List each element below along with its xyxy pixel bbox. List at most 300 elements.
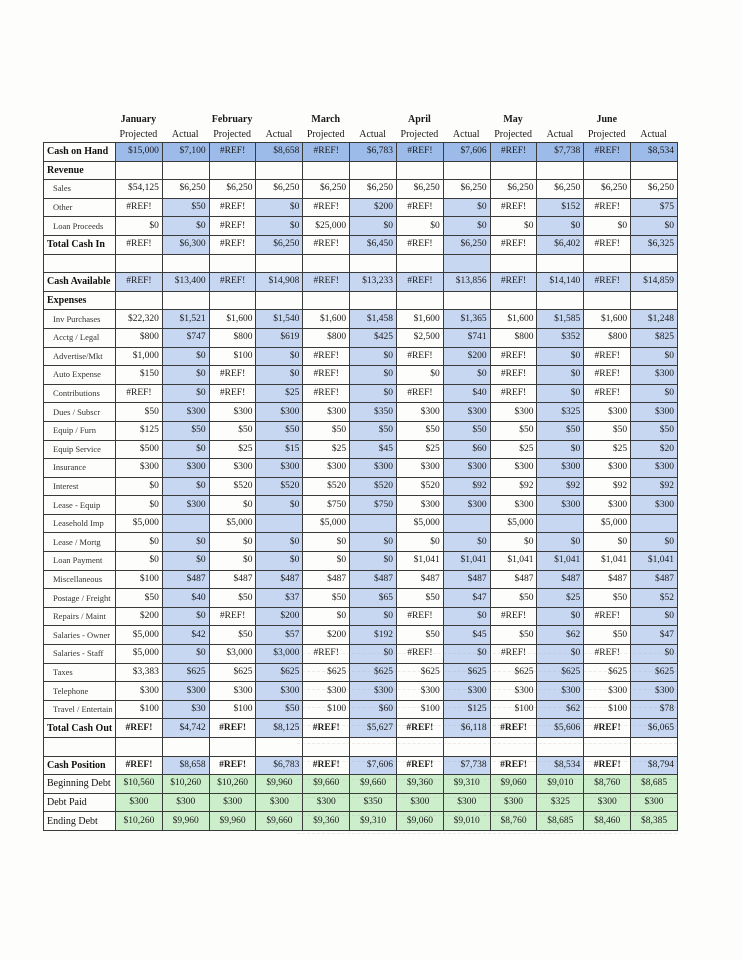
- projected-cell: $300: [490, 403, 537, 422]
- projected-cell: $50: [116, 589, 163, 608]
- projected-cell: [116, 161, 163, 180]
- actual-cell: $625: [350, 663, 397, 682]
- actual-cell: $0: [256, 347, 303, 366]
- actual-cell: $60: [443, 440, 490, 459]
- table-row: [44, 384, 678, 403]
- actual-cell: $0: [256, 217, 303, 236]
- projected-cell: $8,760: [584, 775, 631, 794]
- projected-cell: $0: [396, 366, 443, 385]
- actual-cell: $6,402: [537, 235, 584, 254]
- row-label: Ending Debt: [44, 812, 116, 831]
- actual-cell: $20: [631, 440, 678, 459]
- actual-cell: $62: [537, 626, 584, 645]
- projected-cell: $0: [490, 533, 537, 552]
- actual-cell: [631, 254, 678, 273]
- actual-cell: [350, 161, 397, 180]
- actual-cell: $1,041: [631, 552, 678, 571]
- projected-cell: $100: [396, 700, 443, 719]
- actual-cell: $625: [631, 663, 678, 682]
- projected-header: Projected: [306, 129, 345, 140]
- actual-cell: $0: [350, 533, 397, 552]
- projected-cell: #REF!: [584, 384, 631, 403]
- actual-cell: $0: [350, 347, 397, 366]
- projected-cell: #REF!: [584, 235, 631, 254]
- projected-cell: #REF!: [490, 645, 537, 664]
- projected-cell: $5,000: [303, 514, 350, 533]
- actual-cell: $300: [631, 459, 678, 478]
- actual-cell: $0: [256, 366, 303, 385]
- projected-cell: $50: [584, 589, 631, 608]
- actual-cell: $62: [537, 700, 584, 719]
- projected-cell: $300: [396, 459, 443, 478]
- table-row: [44, 310, 678, 329]
- actual-cell: $0: [162, 384, 209, 403]
- actual-cell: $45: [350, 440, 397, 459]
- actual-cell: $6,250: [631, 180, 678, 199]
- projected-cell: $300: [303, 403, 350, 422]
- projected-cell: #REF!: [116, 719, 163, 738]
- actual-cell: [256, 161, 303, 180]
- projected-cell: #REF!: [396, 198, 443, 217]
- projected-cell: $6,250: [490, 180, 537, 199]
- actual-cell: $57: [256, 626, 303, 645]
- projected-cell: #REF!: [584, 719, 631, 738]
- actual-cell: $0: [537, 384, 584, 403]
- ghost-line: [297, 816, 677, 834]
- projected-cell: $50: [490, 589, 537, 608]
- actual-cell: $0: [162, 217, 209, 236]
- projected-cell: #REF!: [209, 756, 256, 775]
- projected-cell: #REF!: [116, 273, 163, 292]
- projected-cell: [490, 254, 537, 273]
- projected-cell: [396, 291, 443, 310]
- projected-cell: [209, 291, 256, 310]
- ghost-line: [297, 780, 677, 798]
- actual-cell: [443, 254, 490, 273]
- actual-cell: $300: [537, 682, 584, 701]
- month-header: April: [408, 114, 431, 125]
- actual-cell: $200: [350, 198, 397, 217]
- row-label: Repairs / Maint: [44, 607, 116, 626]
- row-label: [44, 254, 116, 273]
- row-label: Equip Service: [44, 440, 116, 459]
- actual-cell: $0: [162, 366, 209, 385]
- projected-cell: [490, 291, 537, 310]
- projected-cell: [116, 254, 163, 273]
- ghost-line: [297, 636, 677, 654]
- actual-cell: $300: [162, 496, 209, 515]
- actual-cell: [537, 291, 584, 310]
- projected-cell: #REF!: [303, 198, 350, 217]
- projected-cell: $3,000: [209, 645, 256, 664]
- actual-cell: $300: [350, 459, 397, 478]
- projected-cell: [303, 254, 350, 273]
- projected-cell: #REF!: [209, 366, 256, 385]
- projected-cell: #REF!: [396, 607, 443, 626]
- projected-cell: $50: [396, 589, 443, 608]
- actual-cell: $7,100: [162, 143, 209, 162]
- actual-header: Actual: [265, 129, 293, 140]
- projected-cell: [490, 161, 537, 180]
- actual-cell: $25: [537, 589, 584, 608]
- table-row: [44, 273, 678, 292]
- row-label: Dues / Subscr: [44, 403, 116, 422]
- projected-cell: [209, 254, 256, 273]
- actual-cell: $0: [443, 645, 490, 664]
- projected-cell: $487: [396, 570, 443, 589]
- projected-cell: #REF!: [209, 217, 256, 236]
- row-label: Miscellaneous: [44, 570, 116, 589]
- table-row: [44, 570, 678, 589]
- actual-cell: $14,908: [256, 273, 303, 292]
- projected-cell: $300: [209, 682, 256, 701]
- actual-header: Actual: [452, 129, 480, 140]
- actual-cell: $192: [350, 626, 397, 645]
- actual-cell: $0: [443, 607, 490, 626]
- projected-cell: $1,600: [209, 310, 256, 329]
- actual-cell: $50: [537, 421, 584, 440]
- ghost-line: [297, 708, 677, 726]
- projected-cell: $520: [396, 477, 443, 496]
- actual-cell: $0: [256, 552, 303, 571]
- actual-cell: $0: [256, 496, 303, 515]
- actual-cell: $8,385: [631, 812, 678, 831]
- projected-cell: $500: [116, 440, 163, 459]
- actual-cell: $750: [350, 496, 397, 515]
- actual-cell: $9,310: [443, 775, 490, 794]
- actual-cell: $0: [350, 366, 397, 385]
- projected-cell: $487: [303, 570, 350, 589]
- projected-cell: $6,250: [584, 180, 631, 199]
- month-header: February: [211, 114, 253, 125]
- projected-cell: #REF!: [303, 645, 350, 664]
- projected-cell: #REF!: [490, 719, 537, 738]
- actual-cell: $0: [537, 533, 584, 552]
- projected-cell: $0: [116, 477, 163, 496]
- projected-cell: $625: [303, 663, 350, 682]
- projected-cell: #REF!: [303, 235, 350, 254]
- actual-cell: $300: [631, 496, 678, 515]
- row-label: Loan Payment: [44, 552, 116, 571]
- actual-cell: $5,627: [350, 719, 397, 738]
- actual-cell: $300: [256, 682, 303, 701]
- projected-cell: $10,260: [116, 812, 163, 831]
- actual-cell: $0: [162, 440, 209, 459]
- projected-cell: $300: [209, 793, 256, 812]
- projected-cell: #REF!: [116, 235, 163, 254]
- projected-cell: [396, 254, 443, 273]
- actual-cell: $0: [350, 552, 397, 571]
- projected-cell: $5,000: [116, 645, 163, 664]
- actual-cell: $0: [162, 347, 209, 366]
- projected-cell: $520: [303, 477, 350, 496]
- projected-cell: [209, 738, 256, 757]
- actual-cell: $300: [631, 403, 678, 422]
- actual-cell: [256, 514, 303, 533]
- actual-cell: $52: [631, 589, 678, 608]
- projected-cell: [116, 738, 163, 757]
- projected-cell: $300: [116, 682, 163, 701]
- projected-cell: [584, 161, 631, 180]
- actual-cell: $8,685: [537, 812, 584, 831]
- row-label: Contributions: [44, 384, 116, 403]
- actual-cell: [631, 514, 678, 533]
- projected-cell: #REF!: [490, 607, 537, 626]
- actual-cell: $6,065: [631, 719, 678, 738]
- actual-cell: $152: [537, 198, 584, 217]
- projected-cell: $9,960: [209, 812, 256, 831]
- projected-cell: #REF!: [584, 198, 631, 217]
- actual-cell: $1,041: [443, 552, 490, 571]
- projected-cell: $50: [584, 421, 631, 440]
- actual-cell: $825: [631, 328, 678, 347]
- projected-cell: #REF!: [116, 384, 163, 403]
- ghost-line: [297, 726, 677, 744]
- row-label: Total Cash Out: [44, 719, 116, 738]
- projected-cell: $0: [116, 496, 163, 515]
- row-label: Expenses: [44, 291, 116, 310]
- actual-cell: $8,534: [631, 143, 678, 162]
- actual-cell: $300: [162, 403, 209, 422]
- projected-cell: [116, 291, 163, 310]
- projected-cell: #REF!: [584, 645, 631, 664]
- actual-cell: $1,540: [256, 310, 303, 329]
- projected-cell: $300: [396, 403, 443, 422]
- projected-cell: [396, 161, 443, 180]
- actual-cell: $0: [443, 198, 490, 217]
- actual-cell: [631, 161, 678, 180]
- actual-cell: [162, 738, 209, 757]
- actual-cell: $1,521: [162, 310, 209, 329]
- row-label: Leasehold Imp: [44, 514, 116, 533]
- actual-cell: $0: [631, 533, 678, 552]
- row-label: Cash Available: [44, 273, 116, 292]
- projected-cell: #REF!: [490, 143, 537, 162]
- actual-cell: $4,742: [162, 719, 209, 738]
- ghost-line: [297, 762, 677, 780]
- projected-cell: $9,060: [396, 812, 443, 831]
- actual-cell: $3,000: [256, 645, 303, 664]
- row-label: Other: [44, 198, 116, 217]
- projected-cell: $1,041: [584, 552, 631, 571]
- actual-cell: $50: [443, 421, 490, 440]
- actual-cell: $8,658: [256, 143, 303, 162]
- projected-cell: #REF!: [396, 143, 443, 162]
- projected-cell: $3,383: [116, 663, 163, 682]
- projected-cell: $92: [584, 477, 631, 496]
- projected-cell: $0: [116, 552, 163, 571]
- projected-cell: $300: [396, 793, 443, 812]
- projected-cell: [584, 291, 631, 310]
- month-header: March: [311, 114, 341, 125]
- actual-cell: $8,125: [256, 719, 303, 738]
- projected-cell: #REF!: [303, 366, 350, 385]
- actual-cell: [350, 514, 397, 533]
- actual-cell: $0: [256, 533, 303, 552]
- projected-cell: $200: [303, 626, 350, 645]
- projected-cell: $50: [490, 626, 537, 645]
- table-row: [44, 366, 678, 385]
- actual-cell: [537, 254, 584, 273]
- projected-cell: $625: [584, 663, 631, 682]
- projected-cell: #REF!: [396, 347, 443, 366]
- projected-cell: $0: [209, 552, 256, 571]
- actual-cell: $15: [256, 440, 303, 459]
- actual-cell: $1,248: [631, 310, 678, 329]
- actual-cell: [162, 254, 209, 273]
- actual-cell: $6,325: [631, 235, 678, 254]
- table-row: [44, 235, 678, 254]
- projected-cell: $5,000: [584, 514, 631, 533]
- actual-cell: $47: [443, 589, 490, 608]
- row-label: Lease / Mortg: [44, 533, 116, 552]
- projected-cell: #REF!: [303, 347, 350, 366]
- actual-cell: $50: [256, 421, 303, 440]
- row-label: Cash on Hand: [44, 143, 116, 162]
- actual-cell: $6,450: [350, 235, 397, 254]
- actual-cell: $47: [631, 626, 678, 645]
- table-row: [44, 496, 678, 515]
- projected-header: Projected: [587, 129, 626, 140]
- projected-cell: $100: [209, 700, 256, 719]
- actual-cell: $1,365: [443, 310, 490, 329]
- projected-cell: $25: [209, 440, 256, 459]
- projected-cell: $300: [209, 403, 256, 422]
- actual-cell: $13,400: [162, 273, 209, 292]
- projected-cell: $100: [116, 700, 163, 719]
- actual-cell: $9,010: [537, 775, 584, 794]
- actual-cell: $40: [443, 384, 490, 403]
- projected-cell: $6,250: [209, 180, 256, 199]
- projected-cell: $5,000: [396, 514, 443, 533]
- projected-cell: #REF!: [490, 273, 537, 292]
- projected-cell: $300: [116, 459, 163, 478]
- projected-cell: $487: [209, 570, 256, 589]
- ghost-line: [297, 798, 677, 816]
- actual-cell: $78: [631, 700, 678, 719]
- projected-cell: $800: [303, 328, 350, 347]
- projected-cell: $300: [396, 682, 443, 701]
- projected-cell: $5,000: [209, 514, 256, 533]
- projected-cell: $6,250: [396, 180, 443, 199]
- actual-cell: $6,250: [537, 180, 584, 199]
- actual-header: Actual: [546, 129, 574, 140]
- projected-cell: $25,000: [303, 217, 350, 236]
- actual-cell: $6,783: [350, 143, 397, 162]
- actual-cell: $60: [350, 700, 397, 719]
- projected-cell: $300: [584, 496, 631, 515]
- projected-cell: $125: [116, 421, 163, 440]
- projected-cell: #REF!: [209, 198, 256, 217]
- projected-cell: #REF!: [584, 366, 631, 385]
- projected-cell: $0: [490, 217, 537, 236]
- projected-header: Projected: [213, 129, 251, 140]
- table-row: [44, 198, 678, 217]
- actual-cell: $300: [256, 403, 303, 422]
- projected-cell: $8,760: [490, 812, 537, 831]
- projected-header: Projected: [494, 129, 532, 140]
- table-row: [44, 552, 678, 571]
- actual-cell: $300: [162, 682, 209, 701]
- actual-cell: $13,233: [350, 273, 397, 292]
- actual-cell: $7,738: [443, 756, 490, 775]
- projected-cell: #REF!: [303, 756, 350, 775]
- table-row: [44, 459, 678, 478]
- projected-cell: #REF!: [116, 756, 163, 775]
- projected-cell: $0: [396, 217, 443, 236]
- projected-cell: $0: [584, 533, 631, 552]
- actual-cell: $92: [537, 477, 584, 496]
- row-label: Equip / Furn: [44, 421, 116, 440]
- projected-cell: $300: [396, 496, 443, 515]
- projected-cell: $25: [303, 440, 350, 459]
- actual-cell: $325: [537, 793, 584, 812]
- actual-cell: $300: [256, 459, 303, 478]
- projected-cell: $25: [584, 440, 631, 459]
- actual-cell: $6,118: [443, 719, 490, 738]
- projected-cell: $1,041: [490, 552, 537, 571]
- projected-cell: $50: [396, 421, 443, 440]
- actual-cell: [162, 291, 209, 310]
- row-label: Revenue: [44, 161, 116, 180]
- actual-cell: $325: [537, 403, 584, 422]
- row-label: Loan Proceeds: [44, 217, 116, 236]
- actual-cell: $8,534: [537, 756, 584, 775]
- projected-cell: $800: [584, 328, 631, 347]
- actual-cell: [350, 291, 397, 310]
- actual-cell: $92: [631, 477, 678, 496]
- actual-cell: [631, 291, 678, 310]
- actual-cell: $625: [256, 663, 303, 682]
- projected-cell: $300: [303, 682, 350, 701]
- table-row: [44, 217, 678, 236]
- actual-cell: $9,010: [443, 812, 490, 831]
- actual-cell: $9,310: [350, 812, 397, 831]
- projected-cell: [303, 291, 350, 310]
- actual-cell: $0: [443, 533, 490, 552]
- projected-cell: $50: [116, 403, 163, 422]
- actual-cell: $50: [256, 700, 303, 719]
- actual-cell: $0: [443, 366, 490, 385]
- projected-cell: #REF!: [490, 235, 537, 254]
- actual-cell: $520: [350, 477, 397, 496]
- row-label: Advertise/Mkt: [44, 347, 116, 366]
- bleed-through-grid: [297, 636, 677, 826]
- actual-cell: $352: [537, 328, 584, 347]
- projected-cell: $1,600: [303, 310, 350, 329]
- projected-cell: $625: [396, 663, 443, 682]
- row-label: Inv Purchases: [44, 310, 116, 329]
- projected-cell: $0: [303, 533, 350, 552]
- projected-cell: $300: [490, 793, 537, 812]
- projected-cell: #REF!: [209, 607, 256, 626]
- table-row: [44, 347, 678, 366]
- projected-cell: $800: [490, 328, 537, 347]
- projected-cell: #REF!: [209, 719, 256, 738]
- projected-cell: $50: [209, 626, 256, 645]
- projected-cell: $1,041: [396, 552, 443, 571]
- projected-cell: $6,250: [303, 180, 350, 199]
- projected-cell: #REF!: [209, 235, 256, 254]
- actual-cell: $5,606: [537, 719, 584, 738]
- actual-cell: $0: [350, 645, 397, 664]
- projected-cell: #REF!: [396, 384, 443, 403]
- row-label: Insurance: [44, 459, 116, 478]
- table-row: [44, 161, 678, 180]
- table-row: [44, 607, 678, 626]
- actual-cell: $747: [162, 328, 209, 347]
- projected-cell: $50: [209, 421, 256, 440]
